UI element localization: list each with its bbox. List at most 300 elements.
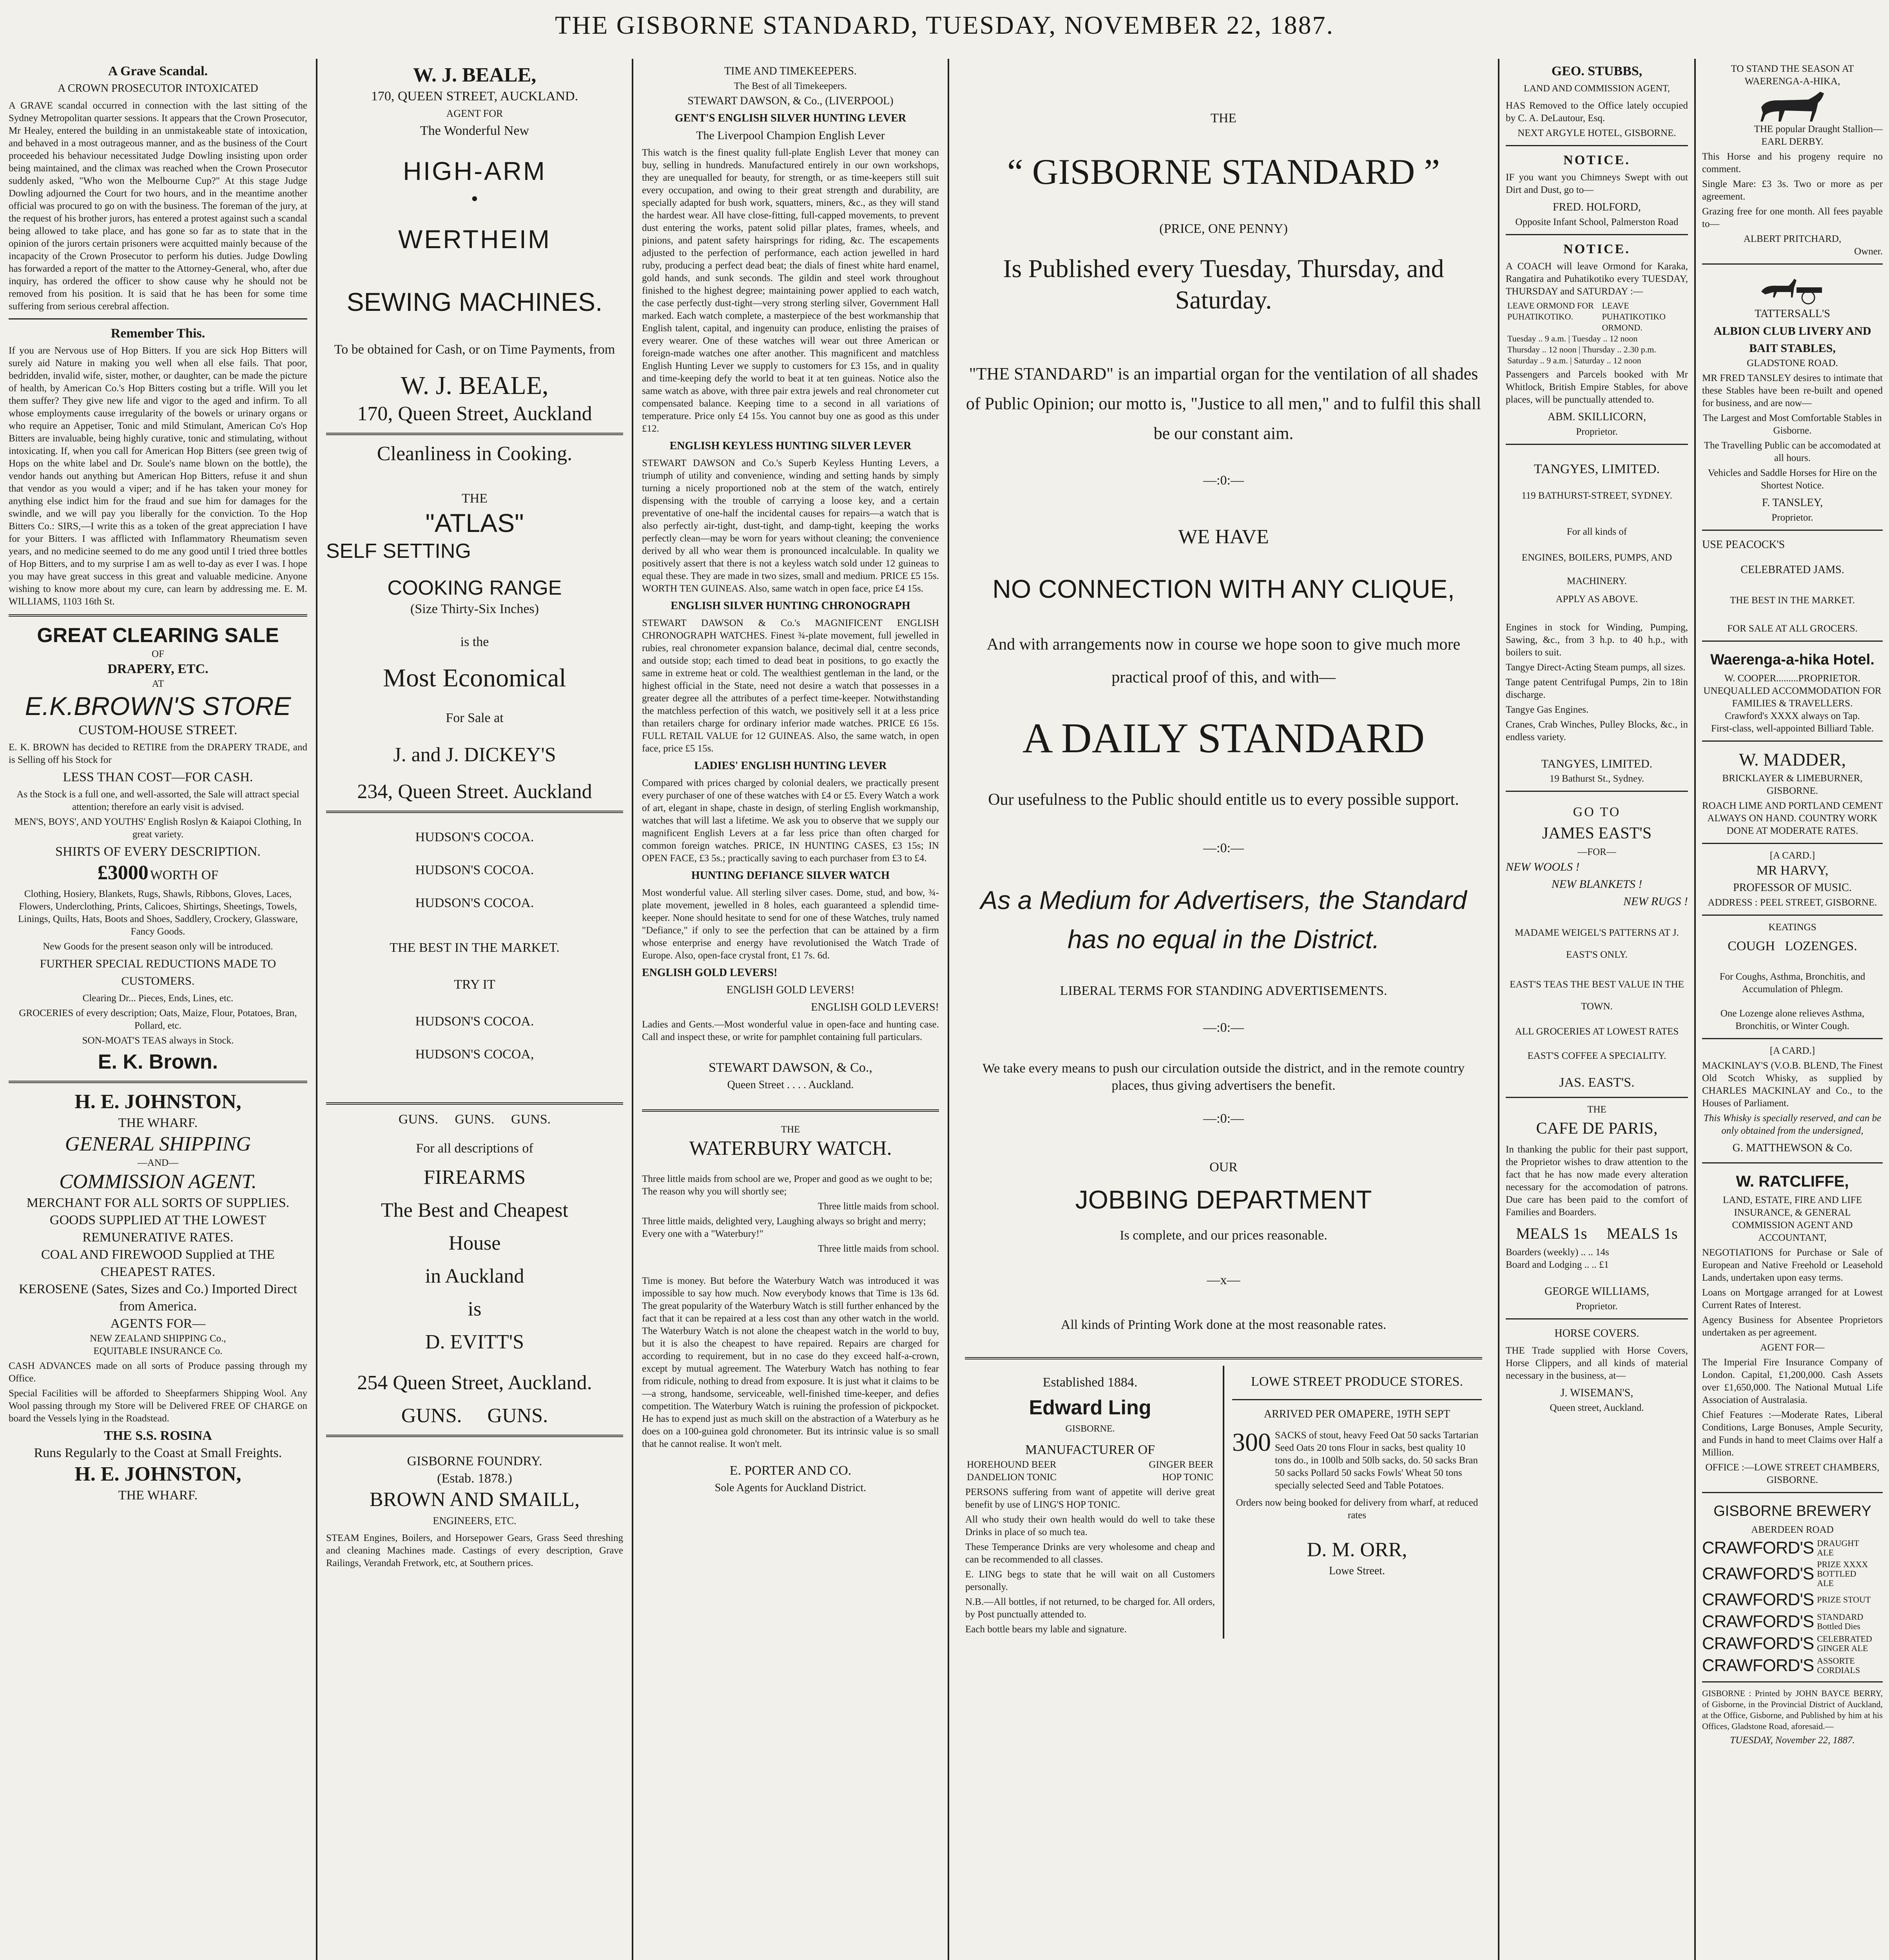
gold-levers-sub-1: ENGLISH GOLD LEVERS! bbox=[726, 984, 855, 996]
divider bbox=[9, 318, 307, 319]
peacock-grocers: FOR SALE AT ALL GROCERS. bbox=[1727, 623, 1858, 634]
ling-body-5: N.B.—All bottles, if not returned, to be charged for. All orders, by Post punctually attended to. bbox=[965, 1597, 1215, 1620]
divider bbox=[1506, 1097, 1688, 1098]
tansley-body: MR FRED TANSLEY desires to intimate that these Stables have been re-built and opened for business, and are now— bbox=[1702, 373, 1883, 408]
divider bbox=[1702, 1681, 1883, 1682]
crawfords-list bbox=[1702, 1538, 1883, 1676]
wiseman-name: J. WISEMAN'S, bbox=[1560, 1387, 1633, 1399]
skillicorn-proprietor: Proprietor. bbox=[1576, 426, 1618, 437]
divider bbox=[326, 1102, 623, 1105]
orr-orders: Orders now being booked for delivery from wharf, at reduced rates bbox=[1236, 1497, 1478, 1521]
waterbury-title: WATERBURY WATCH. bbox=[689, 1137, 892, 1160]
store-list: Clothing, Hosiery, Blankets, Rugs, Shawls, Ribbons, Gloves, Laces, Flowers, Underclothing, Prints, Calicoes, Shirtings, Sheetings, Towels, Linings, Quilts, Hats, Boots and Shoes, Saddlery, Crockery, Glassware, Fancy Goods. bbox=[18, 889, 298, 937]
wertheim: WERTHEIM bbox=[398, 225, 551, 254]
ratcliffe-chief: Chief Features :—Moderate Rates, Liberal Conditions, Large Bonuses, Ample Security, and Funds in hand to meet Claims over Half a Million. bbox=[1702, 1410, 1883, 1458]
divider bbox=[326, 811, 623, 813]
atlas-title: "ATLAS" bbox=[425, 508, 524, 537]
ladies-body: Compared with prices charged by colonial dealers, we practically present every purchaser of one of these watches with £4 or £5. Every Watch a work of art, elegant in shape, chaste in design, of sterling English workmanship, watches that will last a lifetime. We ask you to observe that we supply our magnificent English Levers at a far less price than often charged for common foreign watches. PRICE, IN HUNTING CASES, £3 15s; IN OPEN FACE, £3 5s.; practically saving to each purchaser from £3 to £4. bbox=[642, 778, 939, 864]
johnston-special-facilities: Special Facilities will be afforded to Sheepfarmers Shipping Wool. Any Wool passing through my Store will be Delivered FREE OF CHARGE on board the Vessels lying in the Roadstead. bbox=[9, 1388, 307, 1424]
divider bbox=[1506, 234, 1688, 235]
east-coffee: EAST'S COFFEE A SPECIALITY. bbox=[1527, 1051, 1666, 1061]
hotel-cooper: W. COOPER.........PROPRIETOR. bbox=[1724, 673, 1861, 684]
divider bbox=[1702, 1492, 1883, 1493]
gw-proprietor: Proprietor. bbox=[1576, 1301, 1618, 1312]
column-4 bbox=[949, 59, 1498, 1960]
james-east: JAMES EAST'S bbox=[1542, 824, 1652, 842]
ratcliffe-negotiations: NEGOTIATIONS for Purchase or Sale of European and Native Freehold or Leasehold Lands, undertaken upon easy terms. bbox=[1702, 1247, 1883, 1283]
johnston-wharf: THE WHARF. bbox=[118, 1116, 198, 1130]
liverpool-champion: The Liverpool Champion English Lever bbox=[696, 129, 885, 142]
johnston-agents-for: AGENTS FOR— bbox=[110, 1316, 206, 1331]
poem-stanza-2-end: Three little maids from school. bbox=[818, 1243, 939, 1254]
gold-levers-body: Ladies and Gents.—Most wonderful value in open-face and hunting case. Call and inspect these, or write for pamphlet containing full particulars. bbox=[642, 1019, 939, 1042]
ratcliffe-imperial: The Imperial Fire Insurance Company of London. Capital, £1,200,000. Cash Assets over £1,650,000. The National Mutual Life Association of Australasia. bbox=[1702, 1357, 1883, 1405]
clearing-drapery: DRAPERY, ETC. bbox=[107, 662, 208, 676]
grave-scandal-subtitle: A CROWN PROSECUTOR INTOXICATED bbox=[58, 82, 258, 94]
vehicles: Vehicles and Saddle Horses for Hire on the Shortest Notice. bbox=[1708, 468, 1877, 491]
ornament: —:0:— bbox=[1203, 1111, 1244, 1126]
johnston-agent-1: NEW ZEALAND SHIPPING Co., bbox=[90, 1333, 226, 1344]
store-worth: WORTH OF bbox=[150, 868, 219, 882]
divider bbox=[642, 1109, 939, 1112]
dickey-address: 234, Queen Street. Auckland bbox=[357, 780, 592, 803]
tangyes-for-all: For all kinds of bbox=[1566, 526, 1627, 537]
ornament: —:0:— bbox=[1203, 1020, 1244, 1035]
tattersall: TATTERSALL'S bbox=[1755, 308, 1830, 320]
ornament: —:0:— bbox=[1203, 473, 1244, 488]
sewing-machines: SEWING MACHINES. bbox=[346, 287, 603, 316]
guns-row-2: GUNS. GUNS. bbox=[401, 1405, 548, 1427]
divider bbox=[1702, 1038, 1883, 1039]
beale-obtained: To be obtained for Cash, or on Time Payments, from bbox=[334, 342, 615, 357]
house: House bbox=[448, 1232, 501, 1254]
defiance-body: Most wonderful value. All sterling silver cases. Dome, stud, and bow, ¾-plate movement, jewelled in 8 holes, each guaranteed a splendid time-keeper. None should hesitate to send for one of these Watches, truly named "Defiance," if only to see the perfection that can be attained by a firm whose enterprise and energy have revolutionised the Watch Trade of Europe. Also, open-face crystal front, £1 7s. 6d. bbox=[642, 887, 939, 961]
ladies-title: LADIES' ENGLISH HUNTING LEVER bbox=[694, 760, 887, 772]
johnston-kerosene: KEROSENE (Sates, Sizes and Co.) Imported Direct from America. bbox=[18, 1282, 297, 1314]
johnston-general-shipping: GENERAL SHIPPING bbox=[65, 1133, 251, 1155]
crawford-name: CRAWFORD'S bbox=[1702, 1656, 1814, 1675]
tangyes-centrifugal: Tange patent Centrifugal Pumps, 2in to 18in discharge. bbox=[1506, 677, 1688, 700]
pritchard: ALBERT PRITCHARD, bbox=[1743, 234, 1842, 244]
bullet: • bbox=[471, 188, 479, 210]
usefulness: Our usefulness to the Public should entitle us to every possible support. bbox=[988, 791, 1459, 809]
ling-product: DANDELION TONIC bbox=[967, 1472, 1057, 1483]
divider bbox=[1702, 263, 1883, 265]
wiseman-address: Queen street, Auckland. bbox=[1550, 1403, 1644, 1413]
column-2 bbox=[317, 59, 632, 1960]
column-5 bbox=[1499, 59, 1694, 1960]
best-cheapest: The Best and Cheapest bbox=[381, 1199, 568, 1221]
owner: Owner. bbox=[1854, 246, 1883, 257]
tangyes-address: 119 BATHURST-STREET, SYDNEY. bbox=[1521, 490, 1672, 501]
ling-ad bbox=[965, 1366, 1224, 1639]
divider bbox=[1702, 843, 1883, 844]
albion: ALBION CLUB LIVERY AND BAIT STABLES, bbox=[1713, 325, 1871, 355]
orr-street: Lowe Street. bbox=[1329, 1565, 1385, 1577]
go-to: GO TO bbox=[1573, 805, 1621, 819]
beale-address: 170, QUEEN STREET, AUCKLAND. bbox=[371, 89, 578, 103]
coach-note: Passengers and Parcels booked with Mr Whitlock, British Empire Stables, for above places, will be punctually attended to. bbox=[1506, 369, 1688, 405]
tangyes-engines: ENGINES, BOILERS, PUMPS, AND MACHINERY. bbox=[1521, 552, 1672, 586]
johnston-and: —AND— bbox=[137, 1158, 179, 1168]
johnston-agent-2: EQUITABLE INSURANCE Co. bbox=[93, 1346, 223, 1356]
gents-lever-title: GENT'S ENGLISH SILVER HUNTING LEVER bbox=[674, 112, 906, 124]
guns-row: GUNS. GUNS. GUNS. bbox=[398, 1112, 551, 1127]
tangyes-apply: APPLY AS ABOVE. bbox=[1555, 594, 1638, 604]
dickey-name: J. and J. DICKEY'S bbox=[393, 744, 556, 766]
ling-body-6: Each bottle bears my lable and signature. bbox=[965, 1624, 1127, 1635]
stewart-signature: STEWART DAWSON, & Co., bbox=[709, 1060, 872, 1075]
imprint: GISBORNE : Printed by JOHN BAYCE BERRY, of Gisborne, in the Provincial District of Auckland, at the Office, Gisborne, and Published by him at his Offices, Gladstone Road, aforesaid.— bbox=[1702, 1688, 1883, 1731]
divider bbox=[1506, 1318, 1688, 1319]
bottom-ads bbox=[965, 1366, 1482, 1639]
coach-row: Tuesday .. 9 a.m. | Tuesday .. 12 noon bbox=[1507, 334, 1638, 343]
orr-list: SACKS of stout, heavy Feed Oat 50 sacks Tartarian Seed Oats 20 tons Flour in sacks, best quality 10 tons do., in 100lb and 50lb sacks, do. 50 sacks Bran 50 sacks Pollard 50 sacks Fowls' Wheat 50 tons specially selected Seed and Table Potatoes. bbox=[1275, 1430, 1479, 1491]
madder-name: W. MADDER, bbox=[1739, 750, 1846, 769]
standard-price: (PRICE, ONE PENNY) bbox=[1159, 221, 1288, 236]
brown-smaill: BROWN AND SMAILL, bbox=[370, 1488, 580, 1511]
board-lodging: Board and Lodging .. .. £1 bbox=[1506, 1259, 1609, 1270]
cocoa-1: HUDSON'S COCOA. bbox=[415, 830, 534, 844]
standard-title: “ GISBORNE STANDARD ” bbox=[1007, 152, 1440, 192]
stand-title: TO STAND THE SEASON AT WAERENGA-A-HIKA, bbox=[1731, 64, 1854, 87]
coach-row: Saturday .. 9 a.m. | Saturday .. 12 noon bbox=[1507, 356, 1641, 365]
ling-manufacturer: MANUFACTURER OF bbox=[1025, 1443, 1155, 1457]
crawford-desc: PRIZE STOUT bbox=[1817, 1595, 1871, 1604]
remember-this-body: If you are Nervous use of Hop Bitters. If you are sick Hop Bitters will surely aid Nature in making you well when all else fails. That poor, bedridden, invalid wife, sister, mother, or daughter, can be made the picture of health, by American Co.'s Hop Bitters costing but a trifle. Will you let them suffer? They give new life and vigor to the aged and infirm. To all whose employments cause irregularity of the bowels or urinary organs or who require an Appetiser, Tonic and mild Stimulant, American Co's Hop Bitters are invaluable, being highly curative, tonic and stimulating, without intoxicating. If, when you call for American Hop Bitters (see green twig of Hops on the white label and Dr. Soule's name blown on the bottle), the vendor hands out anything but American Hop Bitters, refuse it and shun that vendor as you would a viper; and if he has taken your money for anything else indict him for the fraud and sue him for damages for the swindle, and we will pay you liberally for the conviction. To the Hop Bitters Co.: SIRS,—I write this as a token of the great appreciation I have for your Bitters. I was afflicted with Inflammatory Rheumatism seven years, and no medicine seemed to do me any good until I tried three bottles of Hop Bitters, and to my surprise I am as well to-day as ever I was. I hope you may have great success in this great and valuable medicine. Anyone wishing to know more about my cure, can learn by addressing me. E. M. WILLIAMS, 1103 16th St. bbox=[9, 345, 307, 607]
in-auckland: in Auckland bbox=[425, 1265, 524, 1287]
weigel-patterns: MADAME WEIGEL'S PATTERNS AT J. EAST'S ONLY. bbox=[1515, 927, 1679, 960]
hotel-billiard: First-class, well-appointed Billiard Table. bbox=[1711, 723, 1874, 734]
skillicorn-name: ABM. SKILLICORN, bbox=[1547, 411, 1646, 423]
lozenge-body: One Lozenge alone relieves Asthma, Bronchitis, or Winter Cough. bbox=[1720, 1008, 1865, 1031]
ratcliffe-office: OFFICE :—LOWE STREET CHAMBERS, GISBORNE. bbox=[1705, 1462, 1880, 1485]
circulation: We take every means to push our circulation outside the district, and in the remote country places, thus giving advertisers the benefit. bbox=[982, 1061, 1465, 1093]
rosina-body: Runs Regularly to the Coast at Small Freights. bbox=[34, 1446, 282, 1460]
east-groceries: ALL GROCERIES AT LOWEST RATES bbox=[1515, 1026, 1679, 1037]
wonderful-new: The Wonderful New bbox=[420, 123, 529, 138]
tansley-name: F. TANSLEY, bbox=[1762, 497, 1823, 509]
crawford-row bbox=[1702, 1590, 1883, 1610]
high-arm: HIGH-ARM bbox=[403, 156, 546, 185]
johnston-goods: GOODS SUPPLIED AT THE LOWEST REMUNERATIVE RATES. bbox=[49, 1213, 266, 1245]
johnston-name: H. E. JOHNSTON, bbox=[74, 1091, 241, 1113]
porter-subtitle: Sole Agents for Auckland District. bbox=[714, 1482, 867, 1494]
stand-the: THE popular Draught Stallion— bbox=[1754, 124, 1883, 134]
ling-product: GINGER BEER bbox=[1149, 1459, 1213, 1470]
agent-for: AGENT FOR bbox=[446, 108, 503, 119]
jobbing-complete: Is complete, and our prices reasonable. bbox=[1120, 1228, 1327, 1243]
for-sale-at: For Sale at bbox=[446, 711, 504, 725]
grave-scandal-title: A Grave Scandal. bbox=[108, 64, 208, 78]
is-the: is the bbox=[460, 635, 489, 649]
keyless-body: STEWART DAWSON and Co.'s Superb Keyless Hunting Levers, a triumph of utility and convenience, winding and setting hands by simply turning a nicely proportioned nob at the stem of the watch, entirely dispensing with the trouble of carrying a loose key, and a certain preventative of one-half the incidental causes for repairs—a watch that is also perfectly air-tight, dust-tight, and damp-tight, keeping the works perfectly clean—may be worn for years without cleaning; the convenience derived by all who wear them is pronounced incalculable. In quality we positively assert that there is not a keyless watch sold under 12 guineas to equal these. They are made in two sizes, small and medium. PRICE £5 15s. WORTH TEN GUINEAS. Also, same watch in open face, price £4 15s. bbox=[642, 458, 939, 594]
cafe-de-paris: CAFE DE PARIS, bbox=[1536, 1120, 1658, 1138]
crawford-name: CRAWFORD'S bbox=[1702, 1612, 1814, 1631]
remember-this-title: Remember This. bbox=[111, 326, 205, 341]
coach-timetable bbox=[1506, 300, 1688, 366]
crawford-name: CRAWFORD'S bbox=[1702, 1564, 1814, 1583]
madder-roach: ROACH LIME AND PORTLAND CEMENT ALWAYS ON HAND. COUNTRY WORK DONE AT MODERATE RATES. bbox=[1702, 800, 1883, 836]
standard-published: Is Published every Tuesday, Thursday, and Saturday. bbox=[1003, 254, 1444, 314]
stubbs-body: HAS Removed to the Office lately occupied by C. A. DeLautour, Esq. bbox=[1506, 100, 1688, 123]
store-further-reductions: FURTHER SPECIAL REDUCTIONS MADE TO CUSTOMERS. bbox=[40, 957, 276, 987]
grave-scandal-body: A GRAVE scandal occurred in connection with the last sitting of the Sydney Metropolitan quarter sessions. It appears that the Crown Prosecutor, Mr Healey, entered the building in an unmistakeable state of intoxication, and behaved in a most outrageous manner, and as the business of the Court proceeded his behaviour necessitated Judge Dowling insisting upon order being maintained, and the climax was reached when the Crown Prosecutor suddenly asked, "Who won the Melbourne Cup?" At this stage Judge Dowling adjourned the Court for two hours, and in the meantime another official was procured to go on with the business. The foreman of the jury, at the request of his brother jurors, has entered a protest against such a scandal being allowed to take place, and has gone so far as to state that in the opinion of the jurors certain prisoners were acquitted mainly because of the incapacity of the Crown Prosecutor to perform his duties. Judge Dowling has forwarded a report of the matter to the Attorney-General, who, after due inquiry, has ordered the officer to show cause why he should not be removed from his position. It is said that he has been for some time suffering from serious cerebral affection. bbox=[9, 100, 307, 312]
chronograph-title: ENGLISH SILVER HUNTING CHRONOGRAPH bbox=[671, 600, 910, 612]
orr-ad bbox=[1224, 1366, 1482, 1639]
new-blankets: NEW BLANKETS ! bbox=[1551, 878, 1642, 891]
poem-stanza-1-end: Three little maids from school. bbox=[818, 1201, 939, 1212]
hotel-crawford: Crawford's XXXX always on Tap. bbox=[1725, 711, 1860, 721]
crawford-name: CRAWFORD'S bbox=[1702, 1538, 1814, 1557]
crawford-desc: DRAUGHT ALE bbox=[1817, 1538, 1859, 1557]
porter-name: E. PORTER AND CO. bbox=[729, 1463, 852, 1478]
harvy-professor: PROFESSOR OF MUSIC. bbox=[1733, 882, 1852, 894]
orr-signature: D. M. ORR, bbox=[1307, 1539, 1407, 1561]
firearms: FIREARMS bbox=[423, 1166, 526, 1189]
store-teas: SON-MOAT'S TEAS always in Stock. bbox=[82, 1035, 234, 1046]
ratcliffe-name: W. RATCLIFFE, bbox=[1736, 1173, 1849, 1190]
johnston-cash-advances: CASH ADVANCES made on all sorts of Produce passing through my Office. bbox=[9, 1361, 307, 1384]
for-all-descriptions: For all descriptions of bbox=[416, 1141, 533, 1156]
store-street: CUSTOM-HOUSE STREET. bbox=[78, 723, 237, 737]
daily-standard: A DAILY STANDARD bbox=[1022, 715, 1425, 762]
ornament: —x— bbox=[1207, 1273, 1240, 1287]
earl-derby: EARL DERBY. bbox=[1761, 136, 1824, 147]
largest-stables: The Largest and Most Comfortable Stables in Gisborne. bbox=[1703, 413, 1882, 436]
stewart-street: Queen Street . . . . Auckland. bbox=[727, 1079, 854, 1091]
atlas-the: THE bbox=[461, 491, 488, 506]
hotel-name: Waerenga-a-hika Hotel. bbox=[1710, 652, 1874, 668]
ling-products bbox=[965, 1459, 1215, 1484]
store-clearing: Clearing Dr... Pieces, Ends, Lines, etc. bbox=[82, 993, 234, 1004]
evitt-address: 254 Queen Street, Auckland. bbox=[357, 1372, 592, 1394]
engineers: ENGINEERS, ETC. bbox=[433, 1515, 517, 1526]
ling-product: HOP TONIC bbox=[1162, 1472, 1213, 1483]
crawford-row bbox=[1702, 1538, 1883, 1558]
tangyes-title: TANGYES, LIMITED. bbox=[1534, 462, 1660, 476]
ling-place: GISBORNE. bbox=[1065, 1424, 1115, 1434]
cough-lozenges: COUGH LOZENGES. bbox=[1728, 939, 1857, 953]
defiance-title: HUNTING DEFIANCE SILVER WATCH bbox=[691, 869, 890, 882]
ratcliffe-agency: Agency Business for Absentee Proprietors undertaken as per agreement. bbox=[1702, 1315, 1883, 1338]
divider bbox=[965, 1357, 1482, 1359]
divider bbox=[1702, 1162, 1883, 1163]
store-body-2: As the Stock is a full one, and well-assorted, the Sale will attract special attention; therefore an early visit is advised. bbox=[16, 789, 299, 812]
divider bbox=[1702, 915, 1883, 916]
grazing: Grazing free for one month. All fees payable to— bbox=[1702, 206, 1883, 229]
tangyes-engines-stock: Engines in stock for Winding, Pumping, Sawing, &c., from 3 h.p. to 40 h.p., with boilers to suit. bbox=[1506, 622, 1688, 658]
store-shirts: SHIRTS OF EVERY DESCRIPTION. bbox=[55, 844, 261, 859]
gold-levers-sub-2: ENGLISH GOLD LEVERS! bbox=[811, 1001, 939, 1013]
johnston-merchant: MERCHANT FOR ALL SORTS OF SUPPLIES. bbox=[26, 1196, 290, 1210]
divider bbox=[9, 1081, 307, 1083]
horse-covers: HORSE COVERS. bbox=[1554, 1327, 1639, 1339]
keyless-title: ENGLISH KEYLESS HUNTING SILVER LEVER bbox=[669, 440, 912, 452]
time-subtitle: The Best of all Timekeepers. bbox=[734, 81, 847, 91]
progeny: This Horse and his progeny require no comment. bbox=[1702, 151, 1883, 174]
ling-name: Edward Ling bbox=[1029, 1396, 1151, 1419]
notice-2-title: NOTICE. bbox=[1563, 242, 1630, 256]
tangyes-address-2: 19 Bathurst St., Sydney. bbox=[1549, 773, 1644, 784]
our: OUR bbox=[1209, 1160, 1238, 1174]
horse-illustration bbox=[1753, 88, 1832, 123]
poem-stanza-1: Three little maids from school are we, Proper and good as we ought to be; The reason why you will shortly see; bbox=[642, 1174, 932, 1197]
cafe-body: In thanking the public for their past support, the Proprietor wishes to draw attention to the fact that he has now made every alteration necessary for the accomodation of patrons. Due care has been paid to the comfort of Families and Boarders. bbox=[1506, 1144, 1688, 1218]
tangyes-direct: Tangye Direct-Acting Steam pumps, all sizes. bbox=[1506, 662, 1686, 673]
orr-arrived: ARRIVED PER OMAPERE, 19TH SEPT bbox=[1264, 1408, 1450, 1420]
column-1 bbox=[0, 59, 316, 1960]
peacock-1: USE PEACOCK'S bbox=[1702, 539, 1785, 551]
johnston-signature-wharf: THE WHARF. bbox=[118, 1488, 198, 1503]
steam-engines-body: STEAM Engines, Boilers, and Horsepower Gears, Grass Seed threshing and cleaning Machines made. Castings of every description, Grave Railings, Verandah Fretwork, etc, at Southern prices. bbox=[326, 1533, 623, 1568]
johnston-commission-agent: COMMISSION AGENT. bbox=[59, 1171, 257, 1193]
boarders-weekly: Boarders (weekly) .. .. 14s bbox=[1506, 1247, 1609, 1258]
ratcliffe-title: LAND, ESTATE, FIRE AND LIFE INSURANCE, & GENERAL COMMISSION AGENT AND ACCOUNTANT, bbox=[1723, 1195, 1862, 1243]
store-name: E.K.BROWN'S STORE bbox=[25, 691, 291, 720]
jobbing-department: JOBBING DEPARTMENT bbox=[1075, 1185, 1372, 1214]
crawford-row bbox=[1702, 1560, 1883, 1588]
ratcliffe-agent-for: AGENT FOR— bbox=[1760, 1342, 1825, 1353]
store-less-than-cost: LESS THAN COST—FOR CASH. bbox=[63, 770, 253, 784]
store-signature: E. K. Brown. bbox=[98, 1051, 218, 1073]
store-new-goods: New Goods for the present season only will be introduced. bbox=[43, 941, 273, 952]
jas-east: JAS. EAST'S. bbox=[1559, 1075, 1635, 1090]
crawford-row bbox=[1702, 1655, 1883, 1676]
no-connection: NO CONNECTION WITH ANY CLIQUE, bbox=[992, 574, 1455, 603]
beale-address-large: 170, Queen Street, Auckland bbox=[357, 403, 592, 425]
new-wools: NEW WOOLS ! bbox=[1506, 860, 1580, 873]
card-2: [A CARD.] bbox=[1769, 1045, 1815, 1056]
beale-name: W. J. BEALE, bbox=[413, 64, 537, 86]
crawford-name: CRAWFORD'S bbox=[1702, 1634, 1814, 1653]
column-6 bbox=[1696, 59, 1889, 1960]
divider bbox=[1506, 791, 1688, 792]
tansley-proprietor: Proprietor. bbox=[1771, 512, 1813, 523]
self-setting: SELF SETTING bbox=[326, 540, 471, 563]
crawford-desc: CELEBRATED GINGER ALE bbox=[1817, 1634, 1872, 1653]
cocoa-5: HUDSON'S COCOA, bbox=[415, 1047, 534, 1062]
ornament: —:0:— bbox=[1203, 841, 1244, 855]
ling-body-4: E. LING begs to state that he will wait on all Customers personally. bbox=[965, 1569, 1215, 1592]
johnston-signature: H. E. JOHNSTON, bbox=[74, 1463, 241, 1485]
orr-number: 300 bbox=[1232, 1428, 1271, 1457]
madder-bricklayer: BRICKLAYER & LIMEBURNER, GISBORNE. bbox=[1722, 773, 1863, 796]
crawford-row bbox=[1702, 1633, 1883, 1654]
most-economical: Most Economical bbox=[383, 664, 566, 692]
holford-name: FRED. HOLFORD, bbox=[1553, 201, 1641, 213]
whisky-note: This Whisky is specially reserved, and can be only obtained from the undersigned, bbox=[1703, 1113, 1882, 1136]
coughs-body: For Coughs, Asthma, Bronchitis, and Accumulation of Phlegm. bbox=[1719, 971, 1865, 995]
ling-established: Established 1884. bbox=[1042, 1375, 1138, 1390]
foundry-estab: (Estab. 1878.) bbox=[437, 1471, 512, 1486]
peacock-2: CELEBRATED JAMS. bbox=[1740, 564, 1844, 576]
gold-levers-title: ENGLISH GOLD LEVERS! bbox=[642, 967, 778, 979]
keatings: KEATINGS bbox=[1768, 922, 1816, 933]
ling-product: HOREHOUND BEER bbox=[967, 1459, 1057, 1470]
clearing-sale-title: GREAT CLEARING SALE bbox=[37, 624, 279, 647]
stubbs-title: LAND AND COMMISSION AGENT, bbox=[1524, 83, 1670, 94]
crawford-name: CRAWFORD'S bbox=[1702, 1590, 1814, 1609]
crawford-desc: ASSORTE CORDIALS bbox=[1817, 1656, 1860, 1675]
poem-stanza-2: Three little maids, delighted very, Laughing always so bright and merry; Every one with a "Waterbury!" bbox=[642, 1216, 926, 1239]
clearing-at: AT bbox=[152, 679, 164, 689]
waterbury-body: Time is money. But before the Waterbury Watch was introduced it was impossible to say how much. Now everybody knows that Time is 13s 6d. The great popularity of the Waterbury Watch is still further enhanced by the fact that it can be repaired at a less cost than any other watch in the world. The Waterbury Watch is not alone the cheapest watch in the world to buy, but it is also the cheapest to have repaired. Repairs are charged for according to requirement, but in no case do they exceed half-a-crown, except by mutual agreement. The Waterbury Watch has nothing to fear from ridicule, nothing to dread from exposure. It is just what it claims to be—a strong, handsome, serviceable, well-finished time-keeper, and defies competition. The Waterbury Watch is ruining the profession of pickpocket. He has to expend just as much skill on the abstraction of a Waterbury as he does on a 100-guinea gold chronometer. But its intrinsic value is so small that he cannot realise. It won't melt. bbox=[642, 1276, 939, 1449]
store-amount: £3000 bbox=[97, 862, 149, 884]
medium-advertisers: As a Medium for Advertisers, the Standard has no equal in the District. bbox=[980, 886, 1467, 954]
cocoa-2: HUDSON'S COCOA. bbox=[415, 863, 534, 877]
cafe-the: THE bbox=[1587, 1104, 1606, 1115]
notice-1-body: IF you want you Chimneys Swept with out Dirt and Dust, go to— bbox=[1506, 172, 1688, 195]
orr-title: LOWE STREET PRODUCE STORES. bbox=[1251, 1374, 1463, 1389]
time-title: TIME AND TIMEKEEPERS. bbox=[724, 65, 857, 77]
tangyes-gas: Tangye Gas Engines. bbox=[1506, 704, 1589, 715]
harvy-name: MR HARVY, bbox=[1756, 863, 1829, 878]
tangyes-cranes: Cranes, Crab Winches, Pulley Blocks, &c., in endless variety. bbox=[1506, 719, 1688, 742]
try-it: TRY IT bbox=[454, 977, 495, 992]
holford-address: Opposite Infant School, Palmerston Road bbox=[1515, 217, 1679, 227]
brewery-name: GISBORNE BREWERY bbox=[1713, 1503, 1871, 1519]
tangyes-title-2: TANGYES, LIMITED. bbox=[1541, 757, 1653, 770]
standard-impartial: "THE STANDARD" is an impartial organ for the ventilation of all shades of Public Opinion; our motto is, "Justice to all men," and to fulfil this shall be our constant aim. bbox=[966, 364, 1481, 443]
east-for: —FOR— bbox=[1577, 847, 1616, 857]
cocoa-3: HUDSON'S COCOA. bbox=[415, 896, 534, 910]
cocoa-4: HUDSON'S COCOA. bbox=[415, 1014, 534, 1029]
george-williams: GEORGE WILLIAMS, bbox=[1544, 1285, 1649, 1298]
new-rugs: NEW RUGS ! bbox=[1623, 895, 1688, 908]
crawford-desc: PRIZE XXXX BOTTLED ALE bbox=[1817, 1559, 1868, 1588]
store-groceries: GROCERIES of every description; Oats, Maize, Flour, Potatoes, Bran, Pollard, etc. bbox=[19, 1008, 297, 1031]
meals: MEALS 1s MEALS 1s bbox=[1516, 1225, 1678, 1242]
divider bbox=[1702, 641, 1883, 642]
store-clothing: MEN'S, BOYS', AND YOUTHS' English Roslyn & Kaiapoi Clothing, In great variety. bbox=[14, 817, 302, 840]
chronograph-body: STEWART DAWSON & Co.'s MAGNIFICENT ENGLISH CHRONOGRAPH WATCHES. Finest ¾-plate movement, full jewelled in rubies, real chronometer expansion balance, decimal dial, centre seconds, and outside stop; each timed to dead beat in positions, to go exactly the same in extreme heat or cold. The wealthiest gentleman in the land, or the highest official in the State, need not desire a watch that possesses in a greater degree all the attributes of a perfect time-keeper. Notwithstanding the matchless perfection of this watch, we positively sell it at a less price than retailers charge for ordinary inferior made watches. PRICE £6 15s. FULL RETAIL VALUE for 12 GUINEAS. Also, the same watch, in open face, price £5 15s. bbox=[642, 618, 939, 754]
notice-1-title: NOTICE. bbox=[1563, 153, 1630, 167]
harvy-address: ADDRESS : PEEL STREET, GISBORNE. bbox=[1708, 897, 1877, 908]
mackinlay: MACKINLAY'S (V.O.B. BLEND, The Finest Old Scotch Whisky, as supplied by CHARLES MACKINLAY and Co., to the Houses of Parliament. bbox=[1702, 1060, 1883, 1109]
crawford-desc: STANDARD Bottled Dies bbox=[1817, 1612, 1864, 1631]
divider bbox=[1232, 1399, 1482, 1400]
column-3 bbox=[633, 59, 948, 1960]
range-size: (Size Thirty-Six Inches) bbox=[410, 602, 539, 616]
stewart-dawson: STEWART DAWSON, & Co., (LIVERPOOL) bbox=[687, 95, 894, 107]
hotel-unequalled: UNEQUALLED ACCOMMODATION FOR FAMILIES & TRAVELLERS. bbox=[1703, 686, 1882, 709]
johnston-coal: COAL AND FIREWOOD Supplied at THE CHEAPEST RATES. bbox=[41, 1247, 275, 1279]
is: is bbox=[468, 1298, 482, 1320]
ling-body-2: All who study their own health would do well to take these Drinks in place of so much tea. bbox=[965, 1514, 1215, 1537]
notice-2-body: A COACH will leave Ormond for Karaka, Rangatira and Puhatikotiko every TUESDAY, THURSDAY and SATURDAY :— bbox=[1506, 261, 1688, 297]
waterbury-the: THE bbox=[781, 1124, 800, 1135]
printing-work: All kinds of Printing Work done at the most reasonable rates. bbox=[1061, 1318, 1387, 1332]
horse-covers-body: THE Trade supplied with Horse Covers, Horse Clippers, and all kinds of material necessary in the business, at— bbox=[1506, 1345, 1688, 1381]
stubbs-name: GEO. STUBBS, bbox=[1551, 64, 1642, 78]
brewery-aberdeen: ABERDEEN ROAD bbox=[1751, 1524, 1834, 1535]
ratcliffe-loans: Loans on Mortgage arranged for at Lowest Current Rates of Interest. bbox=[1702, 1287, 1883, 1310]
single-mare: Single Mare: £3 3s. Two or more as per agreement. bbox=[1702, 179, 1883, 202]
stubbs-next: NEXT ARGYLE HOTEL, GISBORNE. bbox=[1517, 128, 1676, 138]
cooking-range: COOKING RANGE bbox=[387, 577, 562, 599]
standard-the: THE bbox=[1210, 111, 1237, 125]
carriage-illustration bbox=[1753, 270, 1832, 305]
liberal-terms: LIBERAL TERMS FOR STANDING ADVERTISEMENTS. bbox=[1060, 984, 1387, 998]
best-in-market: THE BEST IN THE MARKET. bbox=[390, 940, 560, 955]
east-teas: EAST'S TEAS THE BEST VALUE IN THE TOWN. bbox=[1510, 979, 1684, 1012]
divider bbox=[1506, 444, 1688, 445]
card-1: [A CARD.] bbox=[1769, 850, 1815, 861]
we-have: WE HAVE bbox=[1178, 526, 1269, 548]
cleanliness-title: Cleanliness in Cooking. bbox=[377, 443, 573, 465]
gladstone-road: GLADSTONE ROAD. bbox=[1747, 358, 1838, 368]
